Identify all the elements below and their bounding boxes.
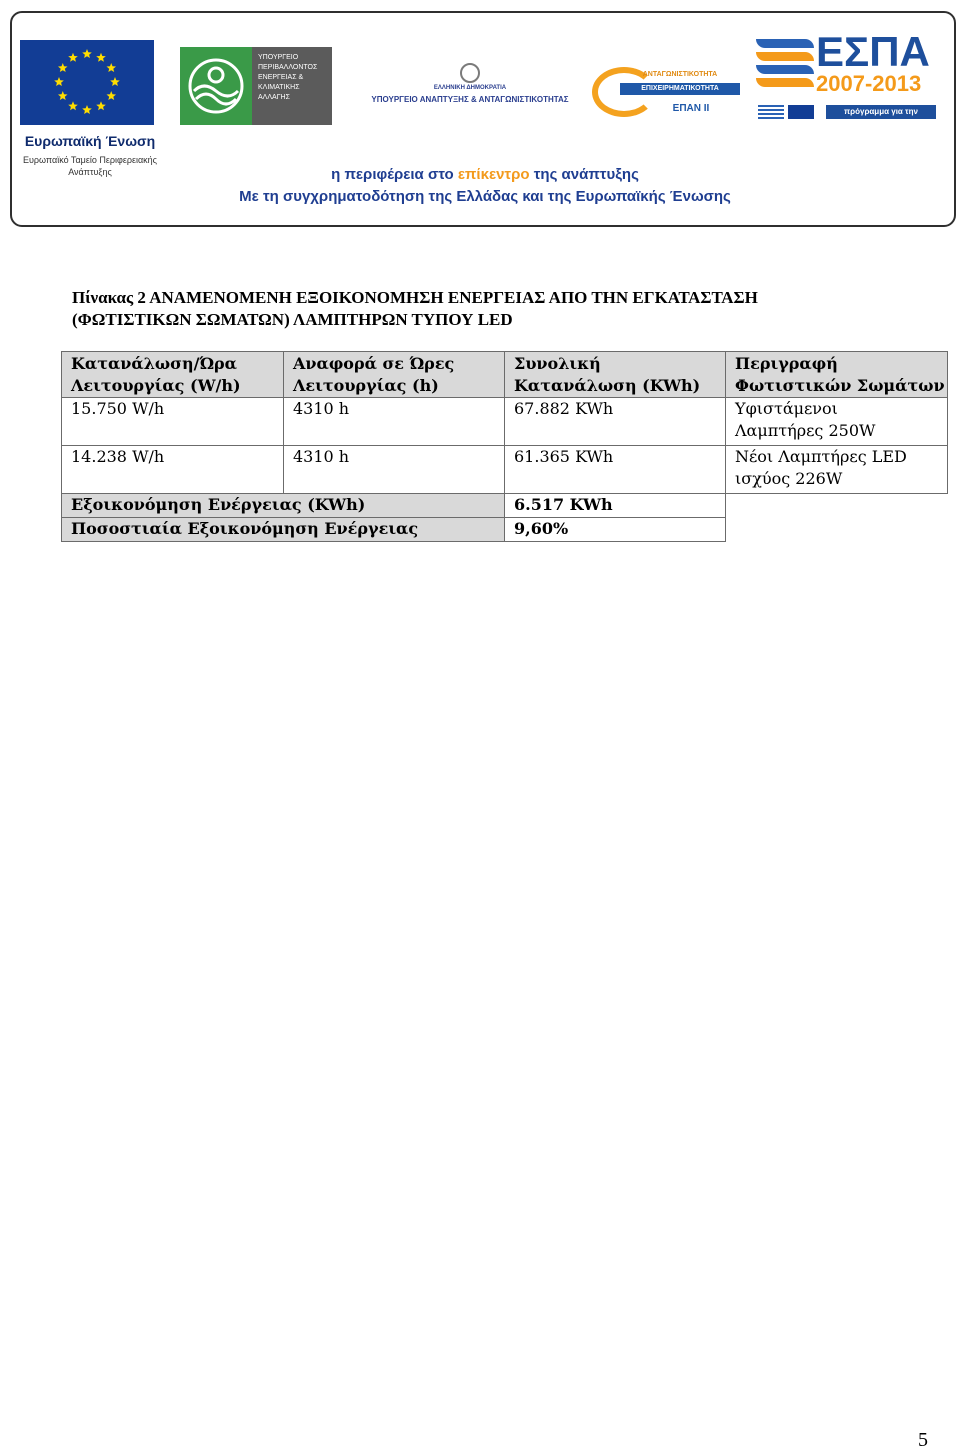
- table-title-line-1: Πίνακας 2 ΑΝΑΜΕΝΟΜΕΝΗ ΕΞΟΙΚΟΝΟΜΗΣΗ ΕΝΕΡΓΕΙΑΣ ΑΠΟ ΤΗΝ ΕΓΚΑΤΑΣΤΑΣΗ: [72, 288, 758, 307]
- espa-stripes-icon: [756, 39, 814, 89]
- star-icon: [82, 105, 92, 114]
- slogan-line-2: Με τη συγχρηματοδότηση της Ελλάδας και της Ευρωπαϊκής Ένωσης: [239, 188, 731, 205]
- header-hours-line-1: Αναφορά σε Ώρες: [293, 354, 455, 373]
- slogan-post: της ανάπτυξης: [529, 166, 639, 183]
- energy-savings-table: [61, 351, 948, 542]
- eu-sublabel: Ευρωπαϊκό Ταμείο Περιφερειακής Ανάπτυξης: [22, 155, 158, 177]
- eu-stars-icon: [20, 40, 154, 125]
- slogan-pre: η περιφέρεια στο: [331, 166, 458, 183]
- cell-description: [726, 446, 948, 494]
- table-header-row: [62, 352, 948, 398]
- espa-logo: [754, 28, 944, 131]
- table-title: [72, 287, 892, 331]
- header-total-line-2: Κατανάλωση (KWh): [514, 376, 701, 395]
- savings-label: Εξοικονόμηση Ενέργειας (KWh): [62, 494, 505, 518]
- eu-flag-small-icon: [788, 105, 814, 119]
- epan-text: ΕΠΑΝ ΙΙ: [672, 103, 710, 114]
- cell-consumption: 15.750 W/h: [62, 398, 284, 446]
- savings-row: [62, 494, 948, 518]
- ministry-development-text: ΥΠΟΥΡΓΕΙΟ ΑΝΑΠΤΥΞΗΣ & ΑΝΤΑΓΩΝΙΣΤΙΚΟΤΗΤΑΣ: [371, 95, 569, 104]
- cell-total: 61.365 KWh: [505, 446, 726, 494]
- hellenic-republic-text: ΕΛΛΗΝΙΚΗ ΔΗΜΟΚΡΑΤΙΑ: [433, 85, 507, 91]
- table-row: [62, 398, 948, 446]
- star-icon: [107, 91, 117, 100]
- eu-flag-logo: [20, 40, 154, 125]
- header-hours: [284, 352, 505, 398]
- star-icon: [58, 91, 68, 100]
- environment-emblem-icon: [180, 47, 252, 125]
- header-description-line-2: Φωτιστικών Σωμάτων: [735, 376, 945, 395]
- savings-value: 6.517 KWh: [505, 494, 726, 518]
- percent-row: [62, 518, 948, 542]
- percent-label: Ποσοστιαία Εξοικονόμηση Ενέργειας: [62, 518, 505, 542]
- ministry-development-logo: [362, 63, 578, 104]
- header-consumption: [62, 352, 284, 398]
- header-consumption-line-1: Κατανάλωση/Ώρα: [71, 354, 237, 373]
- header-consumption-line-2: Λειτουργίας (W/h): [71, 376, 241, 395]
- cell-description-line-2: Λαμπτήρες 250W: [735, 421, 876, 440]
- star-icon: [58, 63, 68, 72]
- header-total-line-1: Συνολική: [514, 354, 601, 373]
- page-number: 5: [918, 1429, 928, 1451]
- star-icon: [68, 101, 78, 110]
- cell-description: [726, 398, 948, 446]
- cell-description-line-2: ισχύος 226W: [735, 469, 843, 488]
- ministry-environment-logo: [180, 47, 332, 125]
- competitiveness-text: ΑΝΤΑΓΩΝΙΣΤΙΚΟΤΗΤΑ: [642, 71, 718, 78]
- cell-description-line-1: Νέοι Λαμπτήρες LED: [735, 447, 907, 466]
- eu-label: Ευρωπαϊκή Ένωση: [24, 133, 156, 149]
- cell-consumption: 14.238 W/h: [62, 446, 284, 494]
- star-icon: [96, 101, 106, 110]
- greek-flag-icon: [758, 105, 784, 119]
- table-row: [62, 446, 948, 494]
- slogan-line-1: [12, 166, 958, 183]
- header-total: [505, 352, 726, 398]
- table-title-line-2: (ΦΩΤΙΣΤΙΚΩΝ ΣΩΜΑΤΩΝ) ΛΑΜΠΤΗΡΩΝ ΤΥΠΟΥ LED: [72, 310, 513, 329]
- star-icon: [96, 53, 106, 62]
- entrepreneurship-text: ΕΠΙΧΕΙΡΗΜΑΤΙΚΟΤΗΤΑ: [620, 83, 740, 95]
- header-hours-line-2: Λειτουργίας (h): [293, 376, 439, 395]
- cell-description-line-1: Υφιστάμενοι: [735, 399, 838, 418]
- espa-years: 2007-2013: [816, 71, 922, 96]
- star-icon: [107, 63, 117, 72]
- percent-value: 9,60%: [505, 518, 726, 542]
- header-description-line-1: Περιγραφή: [735, 354, 838, 373]
- competitiveness-logo: [590, 51, 740, 131]
- espa-tagline: πρόγραμμα για την ανάπτυξη: [826, 105, 936, 119]
- blank-cell: [726, 518, 948, 542]
- blank-cell: [726, 494, 948, 518]
- greek-emblem-icon: [460, 63, 480, 83]
- star-icon: [110, 77, 120, 86]
- header-description: [726, 352, 948, 398]
- espa-word: ΕΣΠΑ: [816, 28, 930, 75]
- star-icon: [54, 77, 64, 86]
- cell-hours: 4310 h: [284, 446, 505, 494]
- star-icon: [68, 53, 78, 62]
- slogan-accent: επίκεντρο: [457, 166, 530, 183]
- star-icon: [82, 49, 92, 58]
- ministry-environment-text: ΥΠΟΥΡΓΕΙΟ ΠΕΡΙΒΑΛΛΟΝΤΟΣ ΕΝΕΡΓΕΙΑΣ & ΚΛΙΜΑΤΙΚΗΣ ΑΛΛΑΓΗΣ: [258, 54, 318, 101]
- cell-total: 67.882 KWh: [505, 398, 726, 446]
- cell-hours: 4310 h: [284, 398, 505, 446]
- funding-banner: [10, 11, 956, 227]
